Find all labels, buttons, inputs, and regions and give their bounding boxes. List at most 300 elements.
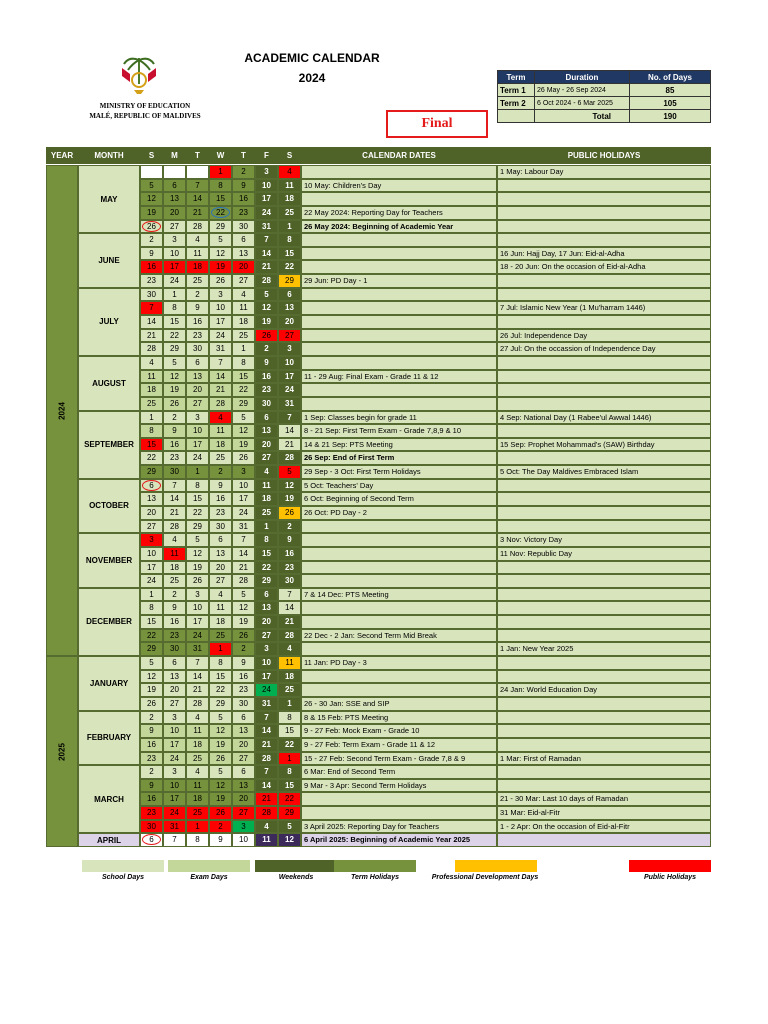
day-cell: 25 [186,274,209,288]
day-cell: 14 [255,779,278,793]
day-cell: 5 [255,288,278,302]
day-cell: 3 [163,711,186,725]
day-cell: 15 [163,315,186,329]
month-label: OCTOBER [78,479,140,534]
day-cell: 25 [209,451,232,465]
day-cell: 28 [140,342,163,356]
day-cell: 20 [163,683,186,697]
calendar-date-entry: 6 Oct: Beginning of Second Term [301,492,497,506]
day-cell: 23 [163,629,186,643]
day-cell: 27 [163,697,186,711]
day-cell: 8 [140,601,163,615]
calendar-grid [46,165,711,847]
calendar-date-entry [301,806,497,820]
day-cell: 17 [278,370,301,384]
public-holiday-entry [497,724,711,738]
calendar-date-entry [301,683,497,697]
day-cell: 17 [255,192,278,206]
day-cell: 9 [232,656,255,670]
day-cell: 19 [209,792,232,806]
calendar-date-entry: 26 Oct: PD Day - 2 [301,506,497,520]
public-holiday-entry [497,711,711,725]
day-cell: 23 [232,683,255,697]
day-cell: 3 [209,288,232,302]
legend-label: Public Holidays [643,874,697,881]
calendar-date-entry [301,288,497,302]
day-cell: 10 [232,833,255,847]
day-cell: 5 [232,588,255,602]
day-cell: 24 [186,451,209,465]
day-cell: 30 [255,397,278,411]
day-cell: 11 [278,179,301,193]
day-cell: 24 [186,629,209,643]
day-cell: 18 [186,260,209,274]
day-cell: 21 [186,683,209,697]
day-cell: 9 [278,533,301,547]
public-holiday-entry [497,506,711,520]
day-cell: 21 [163,506,186,520]
day-cell: 19 [140,683,163,697]
legend-swatch [168,860,250,872]
day-cell: 24 [278,383,301,397]
day-cell: 1 [278,752,301,766]
day-cell: 3 [163,765,186,779]
day-cell: 28 [232,574,255,588]
day-cell: 24 [255,683,278,697]
calendar-date-entry [301,315,497,329]
day-cell: 25 [140,397,163,411]
day-cell: 13 [232,779,255,793]
day-cell: 5 [278,465,301,479]
day-cell: 1 [209,165,232,179]
day-cell: 10 [163,724,186,738]
day-cell [140,165,163,179]
public-holiday-entry: 15 Sep: Prophet Mohammad's (SAW) Birthday [497,438,711,452]
calendar-date-entry: 6 Mar: End of Second Term [301,765,497,779]
day-cell: 18 [209,615,232,629]
day-cell: 12 [186,547,209,561]
public-holiday-entry: 4 Sep: National Day (1 Rabee'ul Awwal 1446) [497,411,711,425]
day-cell: 14 [255,247,278,261]
calendar-date-entry: 11 Jan: PD Day - 3 [301,656,497,670]
term-name: Term 1 [498,84,535,97]
day-cell: 12 [209,247,232,261]
calendar-date-entry [301,520,497,534]
day-cell: 8 [140,424,163,438]
day-cell: 26 [209,752,232,766]
day-cell: 17 [163,738,186,752]
day-cell: 22 [278,738,301,752]
day-cell: 26 [140,220,163,234]
day-cell: 9 [140,779,163,793]
year-label: 2025 [57,742,67,761]
calendar-date-entry: 8 - 21 Sep: First Term Exam - Grade 7,8,9 & 10 [301,424,497,438]
legend-label: Exam Days [190,874,228,881]
legend [0,858,768,888]
legend-swatch [334,860,416,872]
day-cell: 19 [209,260,232,274]
day-cell: 12 [232,601,255,615]
day-cell: 7 [255,233,278,247]
day-cell: 2 [209,465,232,479]
calendar-date-entry: 8 & 15 Feb: PTS Meeting [301,711,497,725]
day-cell: 5 [140,656,163,670]
day-cell: 10 [232,479,255,493]
day-cell: 2 [278,520,301,534]
day-cell: 7 [186,656,209,670]
day-cell: 1 [278,697,301,711]
day-cell: 6 [163,656,186,670]
day-cell: 22 [140,629,163,643]
legend-swatch [455,860,537,872]
day-cell: 14 [255,724,278,738]
public-holiday-entry [497,356,711,370]
day-cell: 16 [163,615,186,629]
calendar-date-entry: 29 Sep - 3 Oct: First Term Holidays [301,465,497,479]
day-cell: 2 [163,411,186,425]
legend-label: Term Holidays [351,874,399,881]
day-cell: 22 [278,260,301,274]
day-cell: 26 [278,506,301,520]
month-label: FEBRUARY [78,711,140,766]
day-cell: 1 [140,411,163,425]
day-cell: 28 [163,520,186,534]
day-cell: 31 [209,342,232,356]
day-cell: 3 [232,465,255,479]
public-holiday-entry [497,397,711,411]
day-cell: 16 [255,370,278,384]
calendar-date-entry [301,601,497,615]
day-cell: 7 [232,533,255,547]
calendar-date-entry: 26 Sep: End of First Term [301,451,497,465]
calendar-date-entry [301,397,497,411]
public-holiday-entry [497,288,711,302]
day-cell: 11 [186,779,209,793]
day-cell: 24 [232,506,255,520]
day-cell: 15 [209,670,232,684]
day-cell: 26 [232,451,255,465]
legend-swatch [629,860,711,872]
total-label: Total [535,110,630,123]
day-cell: 25 [232,329,255,343]
day-cell: 17 [186,615,209,629]
term-header: Term [498,71,535,84]
highlight-circle [211,207,230,218]
calendar-date-entry: 5 Oct: Teachers' Day [301,479,497,493]
day-cell: 11 [209,601,232,615]
public-holiday-entry [497,574,711,588]
day-cell: 20 [186,383,209,397]
calendar-date-entry: 6 April 2025: Beginning of Academic Year 2025 [301,833,497,847]
legend-label: Weekends [278,874,314,881]
legend-swatch [82,860,164,872]
day-cell: 20 [232,260,255,274]
day-cell: 3 [278,342,301,356]
day-cell: 29 [278,806,301,820]
day-cell: 10 [255,179,278,193]
day-cell: 15 [278,724,301,738]
day-cell: 3 [140,533,163,547]
calendar-date-entry: 10 May: Children's Day [301,179,497,193]
public-holiday-entry: 27 Jul: On the occassion of Independence Day [497,342,711,356]
day-cell: 18 [255,492,278,506]
day-cell: 16 [278,547,301,561]
day-cell: 8 [209,179,232,193]
day-cell: 22 [232,383,255,397]
day-cell: 7 [278,411,301,425]
day-cell: 14 [278,424,301,438]
day-cell: 12 [232,424,255,438]
day-cell: 30 [163,642,186,656]
day-cell: 13 [140,492,163,506]
day-cell: 6 [232,233,255,247]
day-cell: 26 [163,397,186,411]
day-cell: 20 [140,506,163,520]
day-cell: 13 [232,724,255,738]
day-cell: 2 [255,342,278,356]
page-year: 2024 [298,71,326,85]
day-cell: 27 [232,806,255,820]
public-holiday-entry [497,206,711,220]
day-cell: 23 [232,206,255,220]
year-block [46,165,78,656]
day-cell: 13 [232,247,255,261]
day-cell: 21 [255,738,278,752]
day-cell: 2 [232,165,255,179]
calendar-date-entry: 22 Dec - 2 Jan: Second Term Mid Break [301,629,497,643]
day-cell: 14 [163,492,186,506]
day-cell: 24 [163,806,186,820]
day-cell: 1 [186,465,209,479]
day-cell: 4 [209,411,232,425]
day-cell: 2 [186,288,209,302]
month-label: JANUARY [78,656,140,711]
calendar-date-entry [301,192,497,206]
day-cell: 4 [186,765,209,779]
day-cell: 20 [163,206,186,220]
day-cell: 4 [186,711,209,725]
day-cell: 6 [140,479,163,493]
legend-swatch [255,860,337,872]
public-holiday-entry [497,451,711,465]
calendar-date-entry [301,301,497,315]
day-cell: 20 [232,738,255,752]
day-cell: 25 [186,752,209,766]
day-cell: 10 [209,301,232,315]
month-label: AUGUST [78,356,140,411]
public-holiday-entry: 1 Mar: First of Ramadan [497,752,711,766]
day-cell: 30 [186,342,209,356]
day-cell: 29 [278,274,301,288]
calendar-date-entry: 9 - 27 Feb: Mock Exam - Grade 10 [301,724,497,738]
day-cell: 12 [163,370,186,384]
day-cell: 10 [186,424,209,438]
day-cell [163,165,186,179]
calendar-date-entry [301,383,497,397]
public-holiday-entry [497,424,711,438]
day-cell: 11 [278,656,301,670]
day-cell: 31 [163,820,186,834]
day-cell: 6 [278,288,301,302]
calendar-date-entry [301,329,497,343]
col-tue: T [195,151,200,160]
day-cell: 21 [140,329,163,343]
month-label: APRIL [78,833,140,847]
day-cell: 1 [186,820,209,834]
day-cell: 6 [255,588,278,602]
calendar-date-entry: 9 - 27 Feb: Term Exam - Grade 11 & 12 [301,738,497,752]
day-cell: 9 [163,424,186,438]
day-cell: 4 [278,165,301,179]
day-cell: 24 [255,206,278,220]
day-cell: 4 [186,233,209,247]
col-sat: S [286,151,293,160]
day-cell: 16 [163,438,186,452]
highlight-circle [142,834,161,845]
day-cell: 7 [209,356,232,370]
public-holiday-entry [497,492,711,506]
public-holiday-entry [497,561,711,575]
day-cell: 13 [209,547,232,561]
day-cell: 5 [140,179,163,193]
day-cell: 14 [186,670,209,684]
calendar-date-entry [301,792,497,806]
day-cell: 28 [278,451,301,465]
day-cell: 21 [186,206,209,220]
month-label: DECEMBER [78,588,140,656]
calendar-date-entry [301,574,497,588]
day-cell: 4 [232,288,255,302]
year-label: 2024 [57,401,67,420]
term-days: 105 [630,97,711,110]
public-holiday-entry [497,601,711,615]
day-cell: 6 [232,765,255,779]
calendar-date-entry [301,533,497,547]
day-cell: 17 [163,792,186,806]
day-cell: 12 [255,301,278,315]
public-holiday-entry [497,479,711,493]
calendar-date-entry [301,356,497,370]
day-cell: 9 [163,601,186,615]
day-cell: 23 [140,752,163,766]
day-cell: 30 [140,288,163,302]
day-cell: 25 [278,206,301,220]
public-holiday-entry [497,738,711,752]
public-holiday-entry [497,192,711,206]
day-cell: 1 [140,588,163,602]
day-cell: 9 [140,724,163,738]
day-cell: 16 [140,792,163,806]
day-cell: 16 [232,192,255,206]
col-year: YEAR [50,151,74,160]
day-cell: 24 [209,329,232,343]
public-holiday-entry: 18 - 20 Jun: On the occasion of Eid-al-Adha [497,260,711,274]
day-cell: 27 [209,574,232,588]
calendar-date-entry: 3 April 2025: Reporting Day for Teachers [301,820,497,834]
day-cell: 11 [140,370,163,384]
day-cell: 30 [163,465,186,479]
day-cell: 28 [209,397,232,411]
day-cell: 16 [232,670,255,684]
day-cell: 29 [209,697,232,711]
day-cell: 19 [232,438,255,452]
day-cell: 7 [278,588,301,602]
day-cell: 13 [255,601,278,615]
day-cell: 14 [232,547,255,561]
ministry-line-1: MINISTRY OF EDUCATION [99,102,191,110]
day-cell: 4 [278,642,301,656]
day-cell: 3 [163,233,186,247]
day-cell: 5 [209,765,232,779]
day-cell: 21 [278,438,301,452]
col-wed: W [216,151,225,160]
day-cell: 28 [255,806,278,820]
day-cell: 25 [255,506,278,520]
day-cell: 18 [278,670,301,684]
public-holiday-entry [497,233,711,247]
total-days: 190 [630,110,711,123]
public-holiday-entry: 26 Jul: Independence Day [497,329,711,343]
day-cell: 27 [163,220,186,234]
day-cell: 11 [186,247,209,261]
day-cell: 19 [140,206,163,220]
day-cell: 11 [255,479,278,493]
day-cell: 11 [255,833,278,847]
day-cell: 19 [255,315,278,329]
day-cell: 27 [186,397,209,411]
day-cell: 1 [209,642,232,656]
year-block [46,656,78,847]
public-holiday-entry [497,383,711,397]
day-cell: 13 [278,301,301,315]
day-cell: 4 [255,820,278,834]
day-cell: 25 [209,629,232,643]
calendar-date-entry [301,642,497,656]
day-cell: 27 [232,752,255,766]
public-holiday-entry [497,274,711,288]
day-cell: 8 [186,479,209,493]
day-cell: 23 [209,506,232,520]
day-cell: 22 [209,206,232,220]
day-cell: 15 [232,370,255,384]
day-cell: 20 [278,315,301,329]
day-cell: 13 [186,370,209,384]
day-cell: 21 [232,561,255,575]
public-holiday-entry [497,220,711,234]
calendar-date-entry [301,233,497,247]
term-duration: 6 Oct 2024 - 6 Mar 2025 [535,97,630,110]
col-fri: F [264,151,269,160]
day-cell: 1 [163,288,186,302]
day-cell: 8 [278,233,301,247]
day-cell: 11 [163,547,186,561]
day-cell: 31 [278,397,301,411]
day-cell: 22 [255,561,278,575]
day-cell: 29 [140,465,163,479]
day-cell: 15 [209,192,232,206]
day-cell: 10 [163,247,186,261]
calendar-date-entry: 7 & 14 Dec: PTS Meeting [301,588,497,602]
calendar-header-row [46,147,711,164]
calendar-date-entry [301,561,497,575]
day-cell: 28 [186,220,209,234]
day-cell: 31 [186,642,209,656]
day-cell: 30 [232,697,255,711]
day-cell: 20 [209,561,232,575]
day-cell: 29 [232,397,255,411]
day-cell: 19 [186,561,209,575]
page-title: ACADEMIC CALENDAR [244,51,380,65]
